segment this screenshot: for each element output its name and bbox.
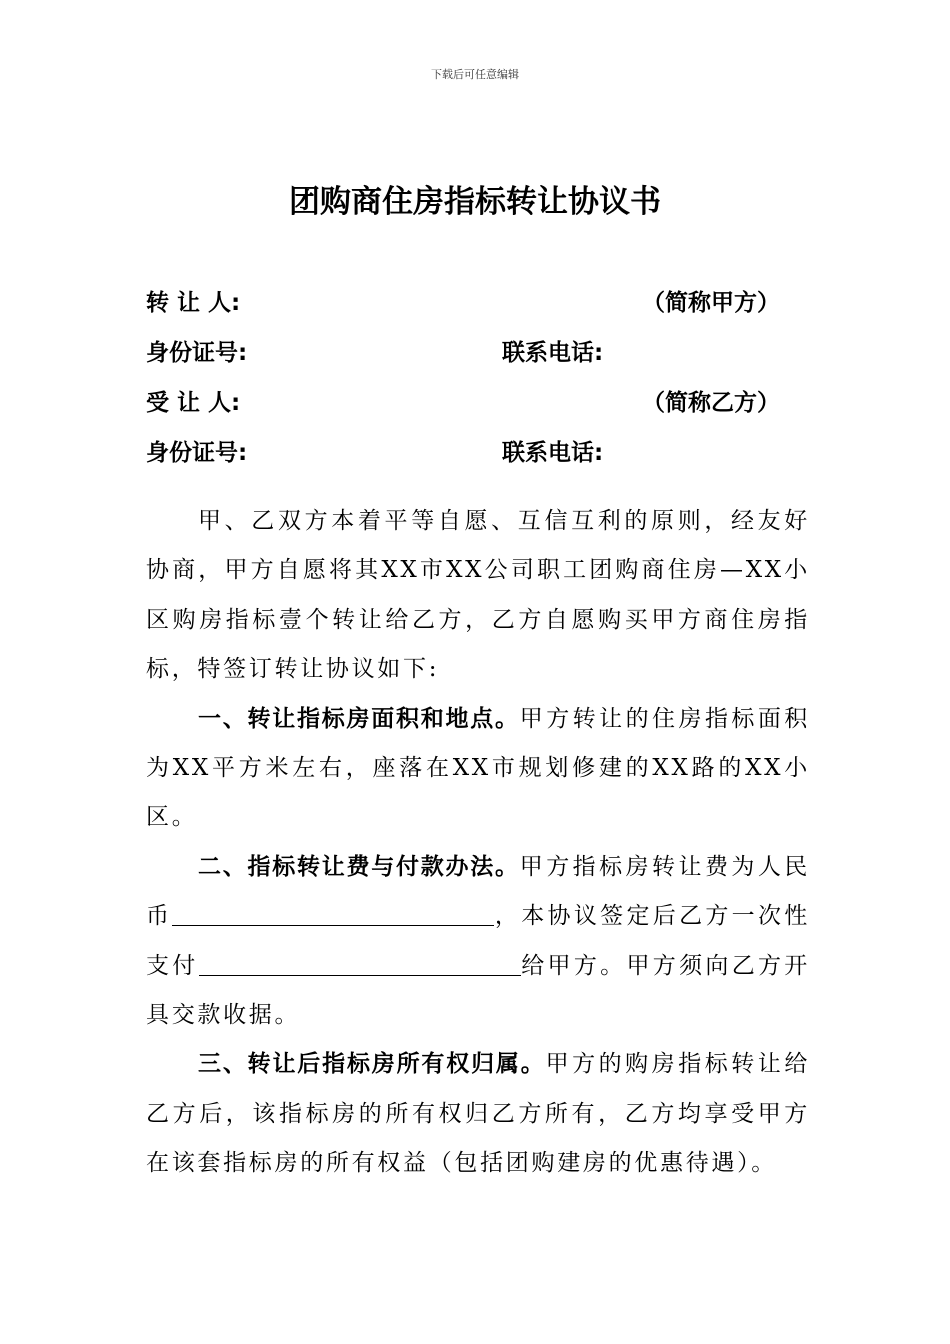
id-number-label: 身份证号: xyxy=(146,340,248,366)
clause-2 xyxy=(146,843,810,1041)
amount-blank xyxy=(172,899,494,926)
clause-1-text: 甲方转让的住房指标面积为XX平方米左右，座落在XX市规划修建的XX路的XX小区。 xyxy=(146,705,811,831)
clause-2-text-a: 甲方指标房转让费为人民币 xyxy=(146,853,811,930)
transferee-note: （简称乙方） xyxy=(642,390,780,416)
clause-3-text: 甲方的购房指标转让给乙方后，该指标房的所有权归乙方所有，乙方均享受甲方在该套指标房的所有权益（包括团购建房的优惠待遇）。 xyxy=(146,1051,811,1177)
clause-2-text-c: 给甲方。甲方须向乙方开具交款收据。 xyxy=(146,952,811,1029)
agreement-body xyxy=(146,497,810,1189)
clause-3 xyxy=(146,1040,810,1188)
clause-2-heading: 二、指标转让费与付款办法。 xyxy=(198,853,520,880)
transferor-note: （简称甲方） xyxy=(642,290,780,316)
payment-blank xyxy=(199,949,521,976)
id-number-label: 身份证号: xyxy=(146,440,248,466)
phone-label: 联系电话: xyxy=(502,440,604,466)
clause-1-heading: 一、转让指标房面积和地点。 xyxy=(198,705,520,732)
document-title: 团购商住房指标转让协议书 xyxy=(289,184,661,220)
header-note: 下载后可任意编辑 xyxy=(431,68,519,81)
clause-3-heading: 三、转让后指标房所有权归属。 xyxy=(198,1051,546,1078)
phone-label: 联系电话: xyxy=(502,340,604,366)
intro-paragraph: 甲、乙双方本着平等自愿、互信互利的原则，经友好协商，甲方自愿将其XX市XX公司职工团购商住房—XX小区购房指标壹个转让给乙方，乙方自愿购买甲方商住房指标，特签订转让协议如下: xyxy=(146,508,810,683)
transferor-label: 转 让 人: xyxy=(146,290,241,316)
clause-1 xyxy=(146,695,810,843)
transferee-label: 受 让 人: xyxy=(146,390,241,416)
clause-2-text-b: ，本协议签定后乙方一次性支付 xyxy=(146,903,810,979)
